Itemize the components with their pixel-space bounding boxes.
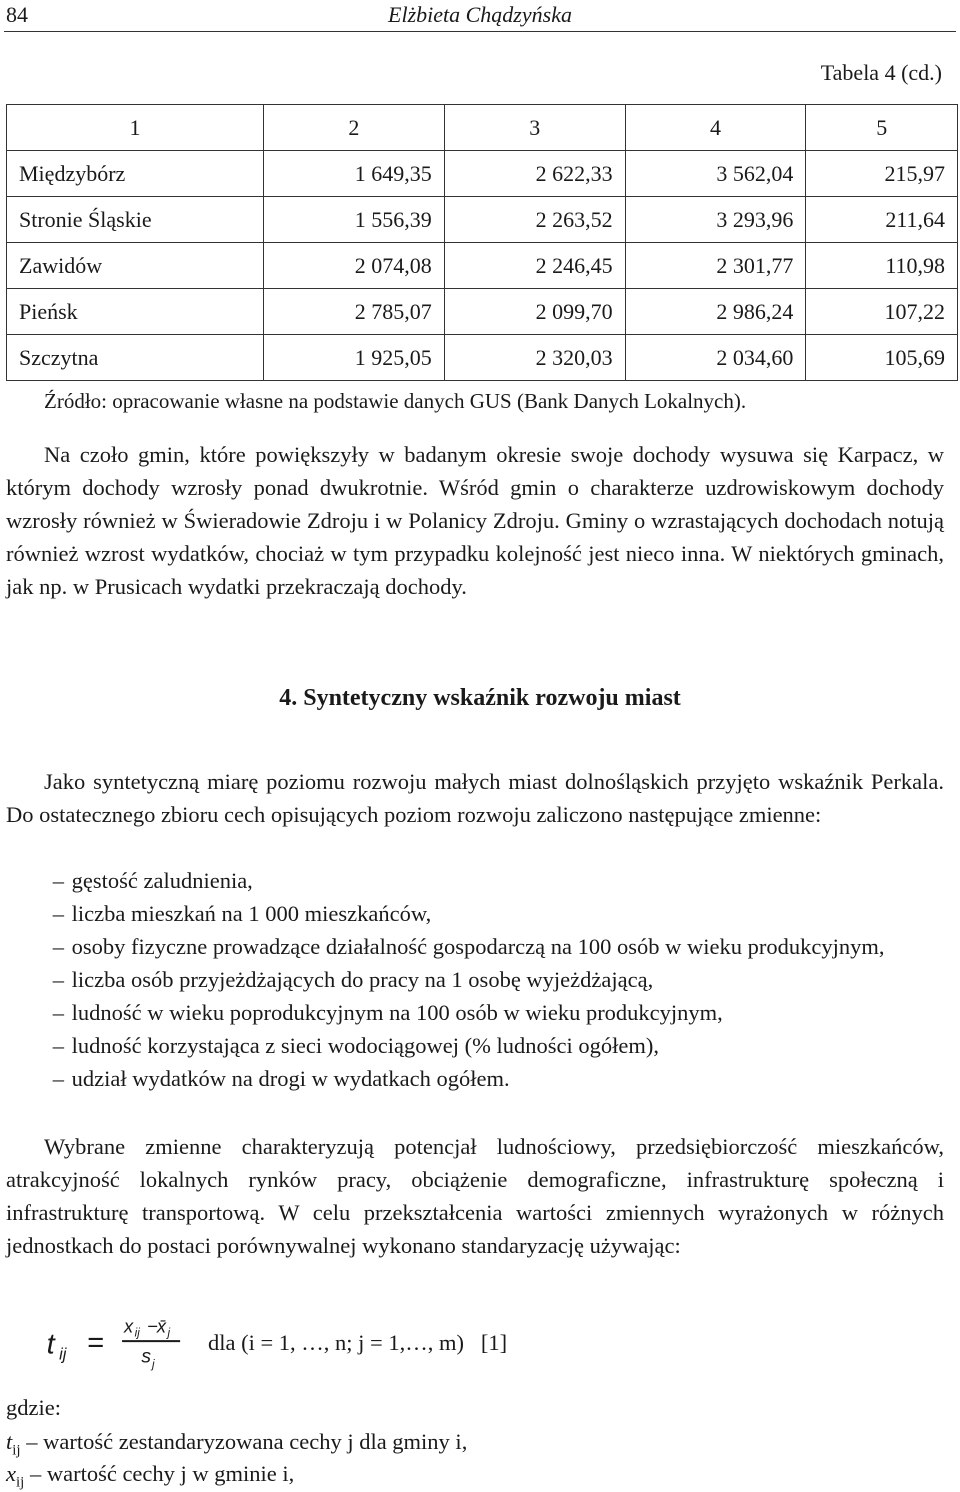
formula-denominator: s [141,1345,152,1368]
list-dash: – [52,1066,64,1091]
table-cell: Pieńsk [7,289,264,335]
definition-line [6,1429,467,1460]
definition-line [6,1461,294,1492]
table-row [7,197,958,243]
table-cell: 107,22 [806,289,958,335]
list-item [6,897,944,930]
header-rule [4,31,956,32]
page-number: 84 [6,2,28,27]
table-cell: 2 034,60 [625,335,806,381]
table-header-row [7,105,958,151]
table-cell: 2 986,24 [625,289,806,335]
definition-symbol-sub: ij [12,1442,21,1459]
list-item-text: gęstość zaludnienia, [71,868,253,893]
formula-equals: = [87,1326,105,1359]
table-row [7,243,958,289]
table-cell: 105,69 [806,335,958,381]
table-cell: 211,64 [806,197,958,243]
formula-condition-line [208,1330,507,1356]
running-header [0,0,960,30]
table-cell: 2 263,52 [444,197,625,243]
table-row [7,289,958,335]
definition-text: – wartość zestandaryzowana cechy j dla gminy i, [20,1429,468,1454]
list-dash: – [52,967,64,992]
table-cell: 1 556,39 [264,197,445,243]
table-cell: 2 622,33 [444,151,625,197]
table-caption: Tabela 4 (cd.) [820,60,942,85]
table-cell: Międzybórz [7,151,264,197]
paragraph-2 [6,765,944,831]
formula-denominator-sub: j [152,1358,155,1372]
data-table [6,104,958,381]
formula-minus: − [147,1315,158,1337]
table-cell: Szczytna [7,335,264,381]
definition-symbol: t [6,1429,13,1454]
table-cell: 110,98 [806,243,958,289]
list-item-text: liczba mieszkań na 1 000 mieszkańców, [71,901,432,926]
paragraph-1-text: Na czoło gmin, które powiększyły w badanym okresie swoje dochody wysuwa się Karpacz, w którym dochody wzrosły ponad dwukrotnie. Wśród gmin o charakterze uzdrowiskowym dochody wzrosły również w Świeradowie Zdroju i w Polanicy Zdroju. Gminy o wzrastających dochodach notują również wzrost wydatków, chociaż w tym przypadku kolejność jest nieco inna. W niektórych gminach, jak np. w Prusicach wydatki przekraczają dochody. [6,442,944,599]
column-header: 5 [806,105,958,151]
list-dash: – [52,1033,64,1058]
formula-mean-sub: j [167,1326,171,1340]
variables-list [6,864,944,1095]
formula-number: [1] [480,1330,508,1355]
column-header: 1 [7,105,264,151]
definition-symbol-sub: ij [16,1474,25,1491]
formula-mean: x̄ [156,1315,167,1337]
table-row [7,151,958,197]
list-item [6,864,944,897]
paragraph-1 [6,438,944,603]
list-item-text: udział wydatków na drogi w wydatkach ogółem. [71,1066,510,1091]
formula-lhs: t [46,1328,55,1361]
table-cell: Zawidów [7,243,264,289]
list-item-text: liczba osób przyjeżdżających do pracy na 1 osobę wyjeżdżającą, [71,967,654,992]
column-header: 2 [264,105,445,151]
column-header: 4 [625,105,806,151]
table-cell: 2 246,45 [444,243,625,289]
table-row [7,335,958,381]
column-header: 3 [444,105,625,151]
table-cell: 2 301,77 [625,243,806,289]
table-cell: Stronie Śląskie [7,197,264,243]
paragraph-2-text: Jako syntetyczną miarę poziomu rozwoju małych miast dolnośląskich przyjęto wskaźnik Perkala. Do ostatecznego zbioru cech opisujących poziom rozwoju zaliczono następujące zmienne: [6,769,944,827]
list-item-text: ludność korzystająca z sieci wodociągowej (% ludności ogółem), [71,1033,659,1058]
table-cell: 2 099,70 [444,289,625,335]
list-dash: – [52,1000,64,1025]
section-heading: 4. Syntetyczny wskaźnik rozwoju miast [279,685,681,711]
where-label: gdzie: [6,1395,61,1420]
table-cell: 215,97 [806,151,958,197]
table-source-note: Źródło: opracowanie własne na podstawie danych GUS (Bank Danych Lokalnych). [44,389,747,413]
formula-lhs-sub: ij [59,1345,67,1364]
definition-symbol: x [6,1461,16,1486]
table-cell: 2 320,03 [444,335,625,381]
table-cell: 2 785,07 [264,289,445,335]
table-cell: 3 293,96 [625,197,806,243]
table-cell: 2 074,08 [264,243,445,289]
table-cell: 1 649,35 [264,151,445,197]
list-item [6,930,944,963]
list-dash: – [52,868,64,893]
formula-condition: dla (i = 1, …, n; j = 1,…, m) [208,1330,464,1355]
list-item-text: ludność w wieku poprodukcyjnym na 100 osób w wieku produkcyjnym, [71,1000,723,1025]
list-dash: – [52,901,64,926]
list-item-text: osoby fizyczne prowadzące działalność gospodarczą na 100 osób w wieku produkcyjnym, [71,934,885,959]
list-dash: – [52,934,64,959]
table-cell: 3 562,04 [625,151,806,197]
paragraph-3 [6,1130,944,1262]
list-item [6,996,944,1029]
list-item [6,1029,944,1062]
standardization-formula [44,1315,204,1375]
definition-text: – wartość cechy j w gminie i, [24,1461,295,1486]
formula-numerator: x [124,1315,134,1337]
list-item [6,1062,944,1095]
list-item [6,963,944,996]
paragraph-3-text: Wybrane zmienne charakteryzują potencjał ludnościowy, przedsiębiorczość mieszkańców, atrakcyjność lokalnych rynków pracy, obciążenie demograficzne, infrastrukturę społeczną i infrastrukturę transportową. W celu przekształcenia wartości zmiennych wyrażonych w różnych jednostkach do postaci porównywalnej wykonano standaryzację używając: [6,1134,944,1258]
running-author: Elżbieta Chądzyńska [388,2,572,27]
table-cell: 1 925,05 [264,335,445,381]
formula-numerator-sub: ij [134,1326,140,1340]
